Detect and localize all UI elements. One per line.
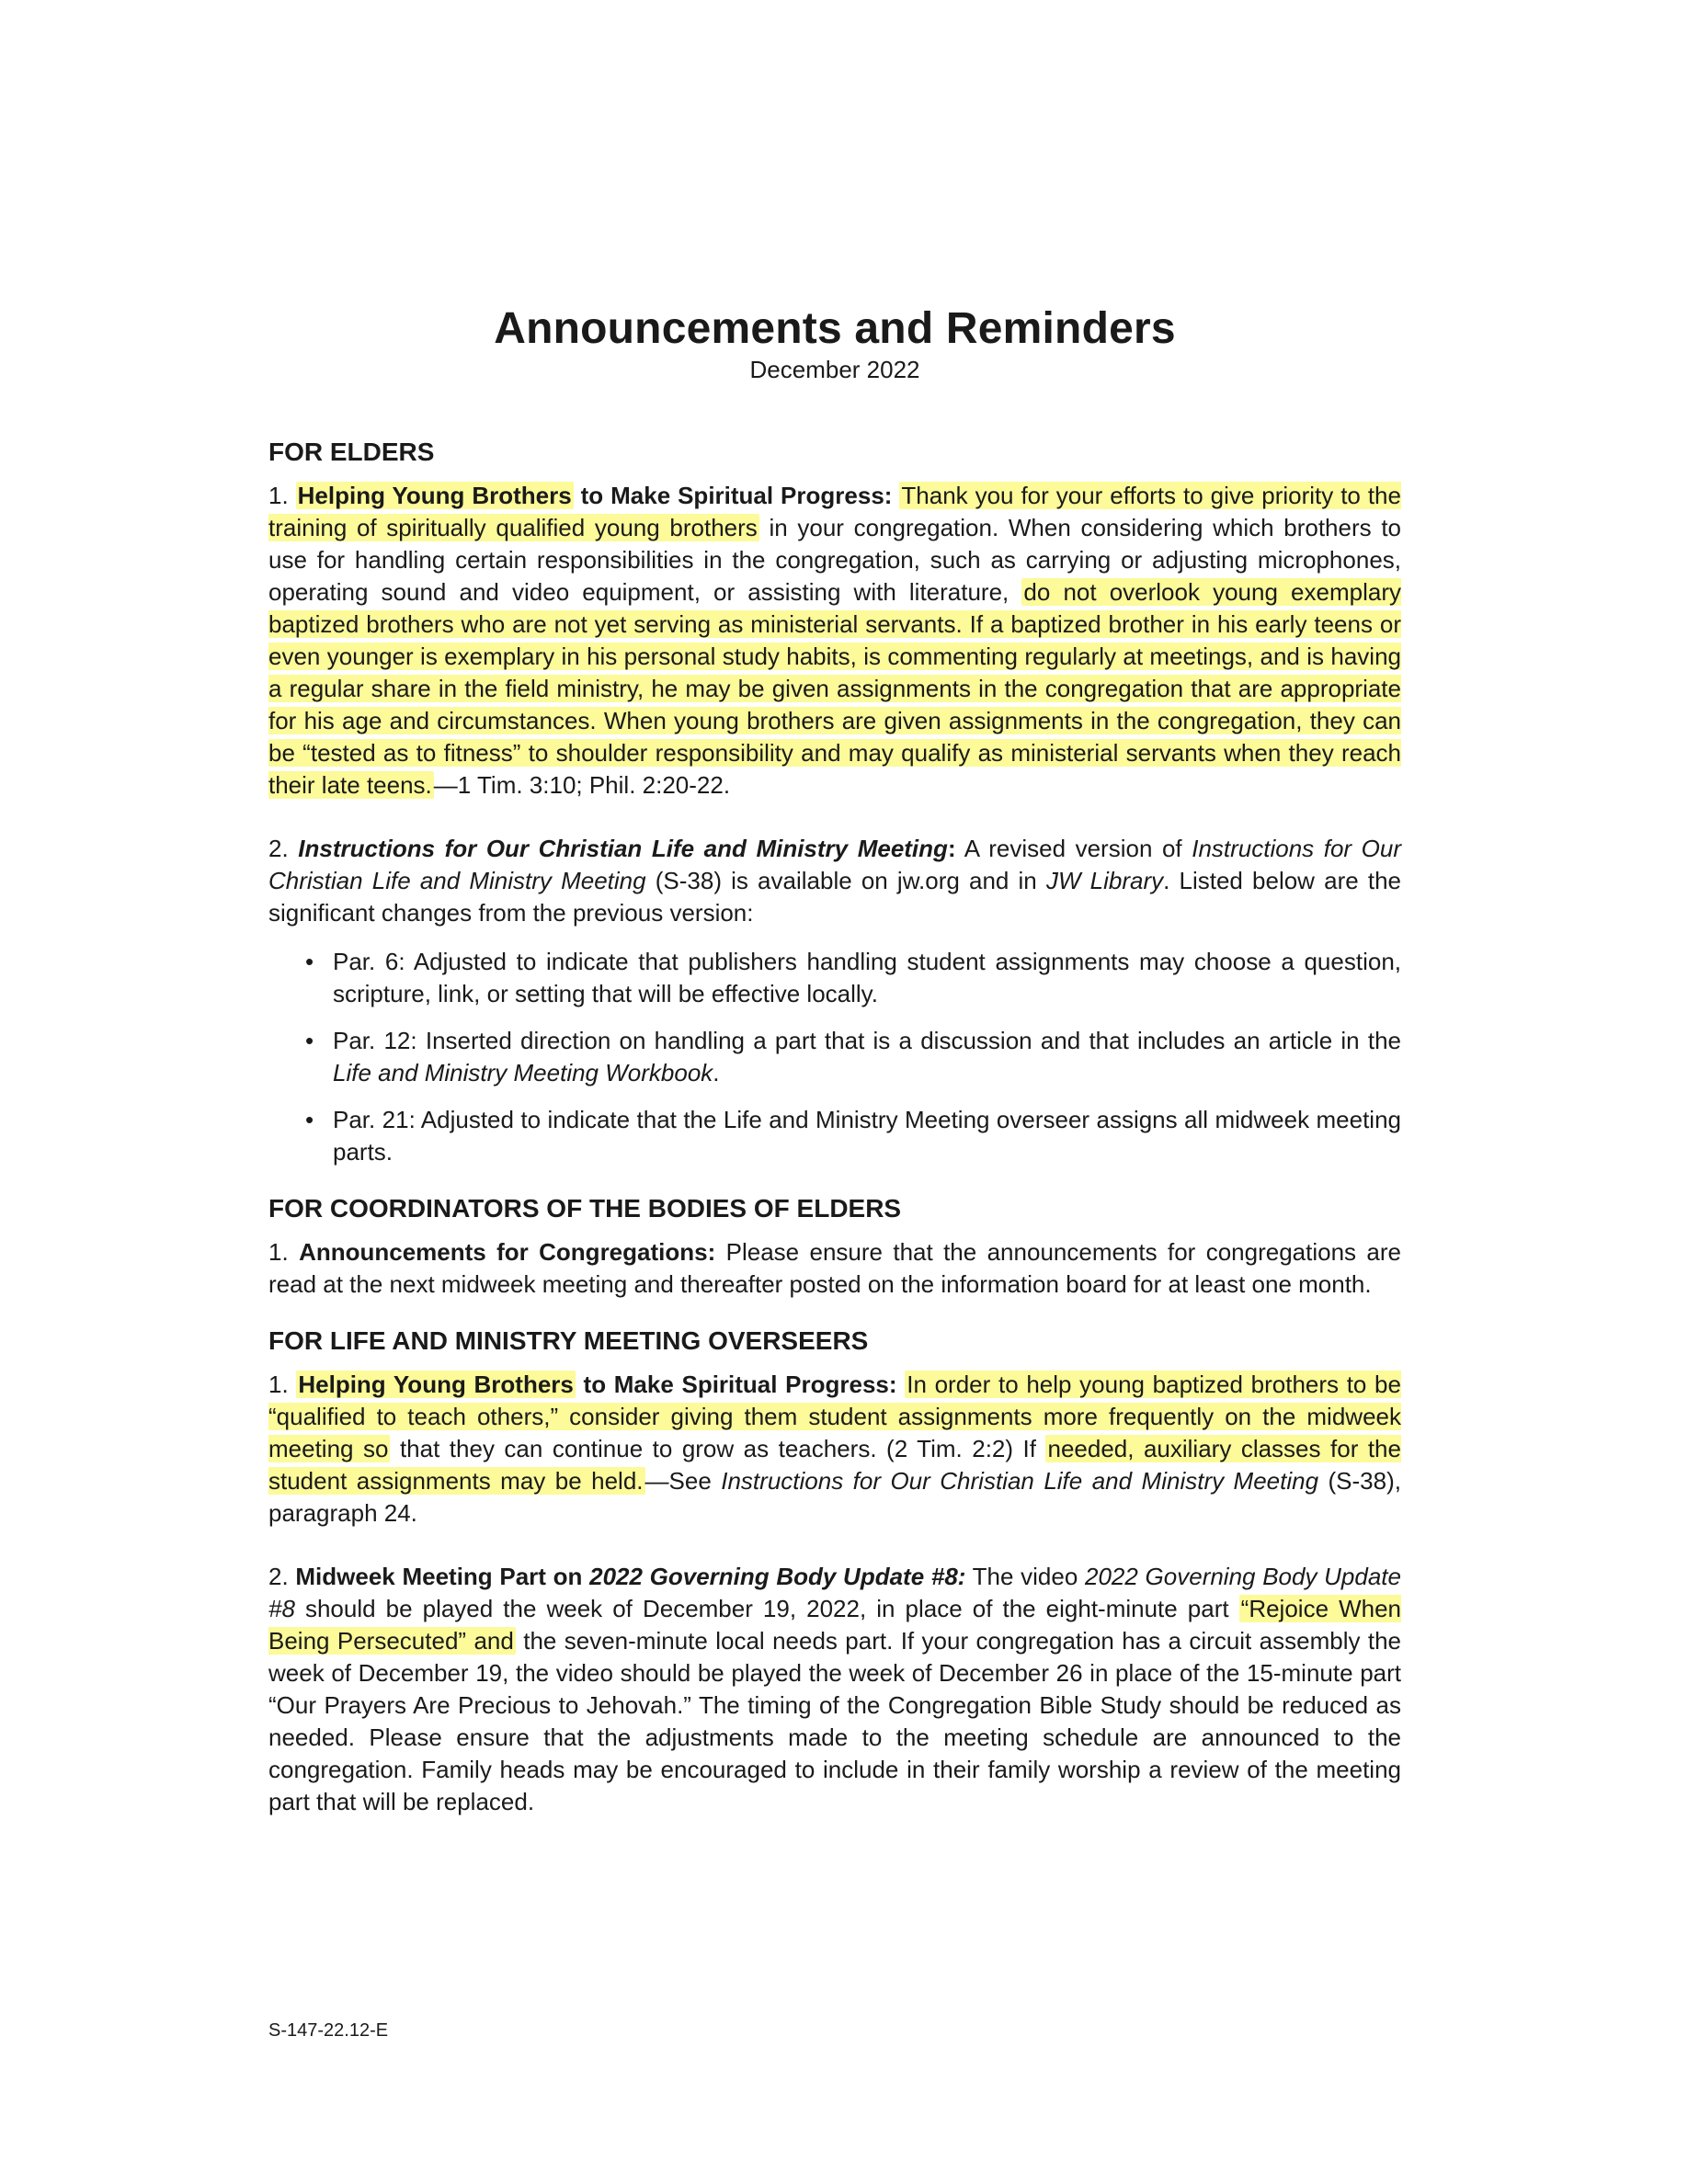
highlighted-title: Helping Young Brothers <box>297 482 572 509</box>
paragraph-text: —See <box>644 1467 722 1495</box>
bullet-icon: • <box>305 1027 314 1054</box>
paragraph-text: that they can continue to grow as teachers. (2 Tim. 2:2) If <box>390 1435 1046 1462</box>
list-item <box>268 1025 1401 1089</box>
list-item <box>268 946 1401 1010</box>
space <box>897 1371 906 1398</box>
publication-title: Instructions for Our Christian Life and Ministry Meeting <box>268 835 1401 894</box>
bullet-icon: • <box>305 1106 314 1133</box>
publication-title: JW Library <box>1045 867 1164 894</box>
publication-title: Instructions for Our Christian Life and Ministry Meeting <box>721 1467 1319 1495</box>
highlighted-text: needed, auxiliary classes for the student assignments may be held. <box>268 1435 1401 1495</box>
paragraph-text: Please ensure that the announcements for congregations are read at the next midweek meeting and thereafter posted on the information board for at least one month. <box>268 1238 1401 1298</box>
paragraph-title: to Make Spiritual Progress: <box>575 1371 897 1398</box>
highlighted-text: Thank you for your efforts to give priority to the training of spiritually qualified young brothers <box>268 482 1401 541</box>
list-item <box>268 1104 1401 1168</box>
paragraph-title-italic: 2022 Governing Body Update #8: <box>589 1563 966 1590</box>
document-page <box>268 303 1401 1818</box>
document-code: S-147-22.12-E <box>268 2020 389 2041</box>
paragraph-number: 2. <box>268 835 299 862</box>
overseers-paragraph-1 <box>268 1369 1401 1530</box>
section-heading-overseers: FOR LIFE AND MINISTRY MEETING OVERSEERS <box>268 1326 869 1355</box>
paragraph-text: the seven-minute local needs part. If your congregation has a circuit assembly the week of December 19, the video should be played the week of December 26 in place of the 15-minute part “Our Prayers Are Precious to Jehovah.” The timing of the Congregation Bible Study should be reduced as needed. Please ensure that the adjustments made to the meeting schedule are announced to the congregation. Family heads may be encouraged to include in their family worship a review of the meeting part that will be replaced. <box>268 1627 1402 1815</box>
paragraph-title: to Make Spiritual Progress: <box>573 482 893 509</box>
highlighted-text: In order to help young baptized brothers to be “qualified to teach others,” consider giving them student assignments more frequently on the midweek meeting so <box>268 1371 1401 1462</box>
bullet-icon: • <box>305 948 314 975</box>
section-heading-elders: FOR ELDERS <box>268 438 435 466</box>
paragraph-number: 2. <box>268 1563 296 1590</box>
paragraph-number: 1. <box>268 1371 297 1398</box>
overseers-paragraph-2 <box>268 1561 1401 1818</box>
paragraph-title: Announcements for Congregations: <box>299 1238 716 1266</box>
paragraph-title: Midweek Meeting Part on <box>295 1563 590 1590</box>
paragraph-text: The video <box>965 1563 1086 1590</box>
paragraph-text: in your congregation. When considering which brothers to use for handling certain responsibilities in the congregation, such as carrying or adjusting microphones, operating sound and video equipment, or assisting with literature, <box>268 514 1401 606</box>
elders-paragraph-1 <box>268 480 1401 802</box>
publication-title: Life and Ministry Meeting Workbook <box>333 1059 713 1086</box>
video-title: 2022 Governing Body Update #8 <box>268 1563 1401 1622</box>
list-item-text: Par. 6: Adjusted to indicate that publishers handling student assignments may choose a question, scripture, link, or setting that will be effective locally. <box>333 948 1401 1007</box>
highlighted-title: Helping Young Brothers <box>298 1371 574 1398</box>
paragraph-title: Instructions for Our Christian Life and Ministry Meeting <box>298 835 948 862</box>
list-item-text: Par. 21: Adjusted to indicate that the Life and Ministry Meeting overseer assigns all midweek meeting parts. <box>333 1106 1401 1166</box>
elders-paragraph-2 <box>268 833 1401 929</box>
scripture-reference: —1 Tim. 3:10; Phil. 2:20-22. <box>433 771 731 799</box>
document-title: Announcements and Reminders <box>494 304 1176 353</box>
highlighted-text: “Rejoice When Being Persecuted” and <box>268 1595 1401 1655</box>
section-heading-coordinators: FOR COORDINATORS OF THE BODIES OF ELDERS <box>268 1194 902 1223</box>
paragraph-text: (S-38) is available on jw.org and in <box>645 867 1046 894</box>
paragraph-text: A revised version of <box>955 835 1192 862</box>
paragraph-number: 1. <box>268 482 296 509</box>
changes-list <box>268 946 1401 1168</box>
list-item-text: Par. 12: Inserted direction on handling a part that is a discussion and that includes an article in the <box>333 1027 1401 1054</box>
highlighted-text: do not overlook young exemplary baptized brothers who are not yet serving as ministerial servants. If a baptized brother in his early teens or even younger is exemplary in his personal study habits, is commenting regularly at meetings, and is having a regular share in the field ministry, he may be given assignments in the congregation that are appropriate for his age and circumstances. When young brothers are given assignments in the congregation, they can be “tested as to fitness” to shoulder responsibility and may qualify as ministerial servants when they reach their late teens. <box>268 578 1401 799</box>
paragraph-number: 1. <box>268 1238 300 1266</box>
paragraph-text: should be played the week of December 19, 2022, in place of the eight-minute part <box>294 1595 1239 1622</box>
document-date: December 2022 <box>749 356 920 383</box>
paragraph-text: . Listed below are the significant changes from the previous version: <box>268 867 1401 927</box>
coordinators-paragraph-1 <box>268 1236 1401 1301</box>
list-item-end: . <box>713 1059 720 1086</box>
title-colon: : <box>947 835 956 862</box>
paragraph-text: (S-38), paragraph 24. <box>268 1467 1401 1527</box>
